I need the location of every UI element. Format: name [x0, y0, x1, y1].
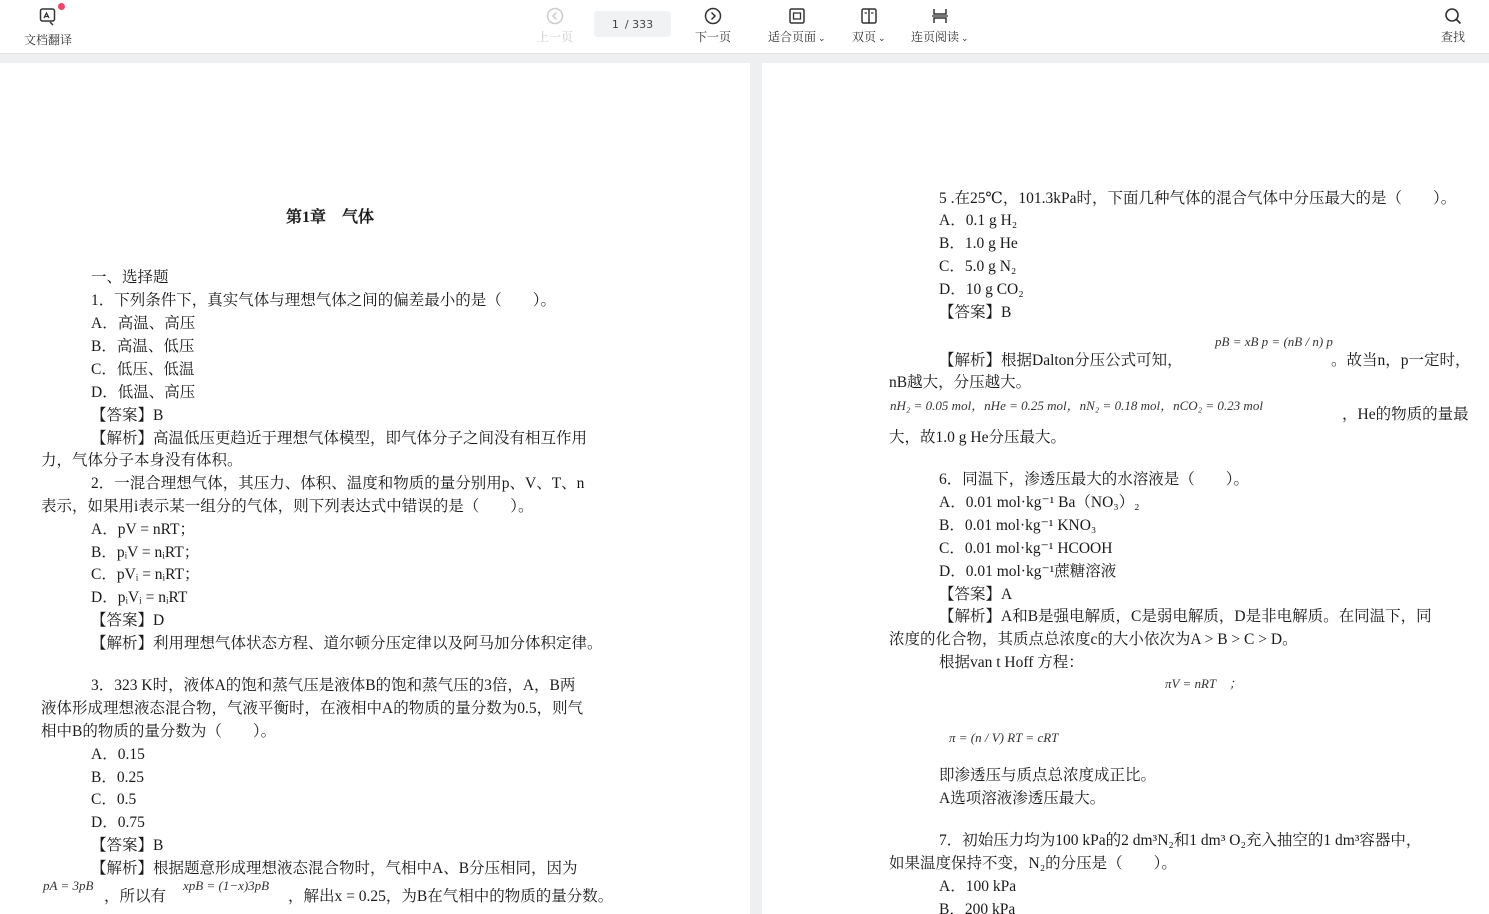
chevron-down-icon: ⌄ [818, 34, 826, 44]
q3-explanation-2a: ，所以有 [104, 888, 167, 905]
q3-option-c: C．0.5 [91, 791, 137, 808]
q6-formula-1: πV = nRT ； [1165, 676, 1242, 691]
q5-explanation-1b: 。故当n，p一定时， [1331, 352, 1471, 369]
q3-explanation-2b: ，解出x = 0.25，为B在气相中的物质的量分数。 [288, 888, 614, 905]
q6-explanation-2: 浓度的化合物，其质点总浓度c的大小依次为A > B > C > D。 [889, 631, 1298, 648]
q3-option-b: B．0.25 [91, 769, 144, 786]
q1-option-c: C．低压、低温 [91, 361, 195, 378]
q5-explanation-3a: ，He的物质的量最 [1342, 406, 1469, 423]
q7-option-a: A．100 kPa [939, 878, 1017, 895]
question-3-line-3: 相中B的物质的量分数为（ ）。 [41, 723, 277, 740]
chevron-right-circle-icon [703, 6, 723, 26]
q7-option-b: B．200 kPa [939, 901, 1016, 914]
prev-page-label: 上一页 [537, 30, 574, 44]
q1-explanation-2: 力，气体分子本身没有体积。 [41, 452, 243, 469]
document-page-left [0, 63, 750, 914]
chevron-down-icon: ⌄ [878, 34, 886, 44]
fit-page-button[interactable] [768, 6, 826, 45]
continuous-read-label: 连页阅读 [911, 30, 960, 44]
q5-answer: 【答案】B [939, 304, 1012, 321]
question-6: 6．同温下，渗透压最大的水溶液是（ ）。 [939, 471, 1250, 488]
q2-answer: 【答案】D [91, 612, 165, 629]
q3-answer: 【答案】B [91, 837, 164, 854]
q6-explanation-3: 根据van t Hoff 方程： [939, 654, 1084, 671]
page-number-input[interactable]: 1 [611, 17, 619, 31]
q3-option-d: D．0.75 [91, 814, 145, 831]
next-page-label: 下一页 [695, 30, 732, 44]
fit-page-icon [787, 6, 807, 26]
double-page-label-wrap [852, 28, 886, 45]
search-button[interactable] [1441, 6, 1465, 45]
q5-explanation-3: 大，故1.0 g He分压最大。 [889, 429, 1066, 446]
q6-answer: 【答案】A [939, 586, 1013, 603]
q2-option-a: A．pV = nRT； [91, 521, 195, 538]
q5-option-c: C．5.0 g N₂ [939, 258, 1017, 275]
q1-option-a: A．高温、高压 [91, 315, 196, 332]
q2-option-b: B．pᵢV = nᵢRT； [91, 544, 200, 561]
question-2-line-2: 表示，如果用i表示某一组分的气体，则下列表达式中错误的是（ ）。 [41, 498, 534, 515]
q6-explanation-5: A选项溶液渗透压最大。 [939, 790, 1106, 807]
q6-explanation-4: 即渗透压与质点总浓度成正比。 [939, 767, 1157, 784]
q3-formula-1: pA = 3pB [43, 878, 94, 893]
q5-option-a: A．0.1 g H₂ [939, 212, 1018, 229]
q1-answer: 【答案】B [91, 407, 164, 424]
q6-option-b: B．0.01 mol·kg⁻¹ KNO₃ [939, 517, 1097, 534]
double-page-button[interactable] [852, 6, 886, 45]
toolbar [0, 0, 1489, 54]
continuous-read-icon [930, 6, 950, 26]
question-1: 1．下列条件下，真实气体与理想气体之间的偏差最小的是（ ）。 [91, 292, 557, 309]
continuous-read-button[interactable] [911, 6, 969, 45]
question-3-line-1: 3．323 K时，液体A的饱和蒸气压是液体B的饱和蒸气压的3倍，A，B两 [91, 677, 576, 694]
q2-option-d: D．pᵢVᵢ = nᵢRT [91, 589, 188, 606]
q1-explanation-1: 【解析】高温低压更趋近于理想气体模型，即气体分子之间没有相互作用 [91, 430, 588, 447]
fit-page-label-wrap [768, 28, 826, 45]
double-page-icon [859, 6, 879, 26]
q2-explanation: 【解析】利用理想气体状态方程、道尔顿分压定律以及阿马加分体积定律。 [91, 635, 603, 652]
question-3-line-2: 液体形成理想液态混合物，气液平衡时，在液相中A的物质的量分数为0.5，则气 [41, 700, 584, 717]
chapter-title: 第1章 气体 [286, 209, 375, 226]
q5-explanation-2: nB越大，分压越大。 [889, 374, 1032, 391]
q5-option-b: B．1.0 g He [939, 235, 1018, 252]
q6-explanation-1: 【解析】A和B是强电解质，C是弱电解质，D是非电解质。在同温下，同 [939, 608, 1432, 625]
q2-option-c: C．pVᵢ = nᵢRT； [91, 566, 200, 583]
question-7-line-2: 如果温度保持不变，N₂的分压是（ ）。 [889, 855, 1177, 872]
page-indicator[interactable] [594, 11, 671, 37]
q5-explanation-1: 【解析】根据Dalton分压公式可知， [939, 352, 1183, 369]
page-total: / 333 [624, 17, 654, 31]
next-page-button[interactable] [695, 6, 731, 45]
section-heading: 一、选择题 [91, 269, 169, 286]
question-7-line-1: 7．初始压力均为100 kPa的2 dm³N₂和1 dm³ O₂充入抽空的1 dm³容器中， [939, 832, 1422, 849]
q5-formula-1: pB = xB p = (nB / n) p [1215, 334, 1333, 349]
chevron-down-icon: ⌄ [961, 34, 969, 44]
q6-formula-2: π = (n / V) RT = cRT [949, 730, 1059, 745]
prev-page-button[interactable] [537, 6, 573, 45]
double-page-label: 双页 [852, 30, 877, 44]
q3-explanation-1: 【解析】根据题意形成理想液态混合物时，气相中A、B分压相同，因为 [91, 860, 578, 877]
q5-formula-2: nH₂ = 0.05 mol，nHe = 0.25 mol，nN₂ = 0.18 mol，nCO₂ = 0.23 mol [890, 398, 1263, 413]
q5-option-d: D．10 g CO₂ [939, 281, 1024, 298]
q1-option-b: B．高温、低压 [91, 338, 195, 355]
q3-option-a: A．0.15 [91, 746, 145, 763]
document-page-right [762, 63, 1489, 914]
q6-option-c: C．0.01 mol·kg⁻¹ HCOOH [939, 540, 1113, 557]
question-2-line-1: 2．一混合理想气体，其压力、体积、温度和物质的量分别用p、V、T、n [91, 475, 585, 492]
search-label: 查找 [1441, 30, 1466, 44]
chevron-left-circle-icon [545, 6, 565, 26]
translate-label: 文档翻译 [24, 33, 73, 47]
search-icon [1443, 6, 1463, 26]
q6-option-d: D．0.01 mol·kg⁻¹蔗糖溶液 [939, 563, 1117, 580]
question-5: 5 .在25℃，101.3kPa时，下面几种气体的混合气体中分压最大的是（ ）。 [939, 190, 1457, 207]
translate-icon [38, 6, 58, 31]
notification-dot [58, 3, 65, 10]
fit-page-label: 适合页面 [768, 30, 817, 44]
q6-option-a: A．0.01 mol·kg⁻¹ Ba（NO₃）₂ [939, 494, 1140, 511]
q3-formula-2: xpB = (1−x)3pB [183, 878, 270, 893]
continuous-read-label-wrap [911, 28, 969, 45]
translate-button[interactable] [24, 6, 72, 48]
q1-option-d: D．低温、高压 [91, 384, 196, 401]
